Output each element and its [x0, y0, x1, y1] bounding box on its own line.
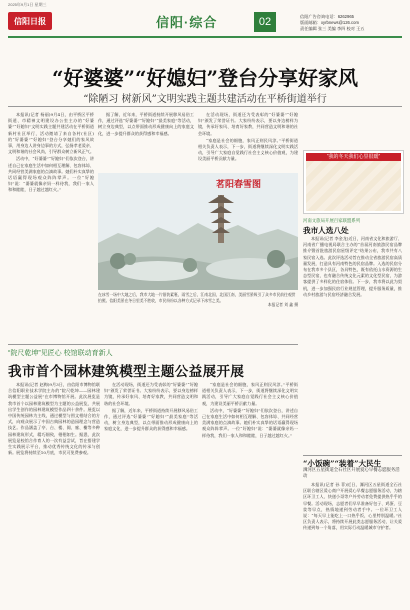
article-column-3 [198, 112, 298, 170]
photo-caption: 在冰雪一场中大地之后，我市大地一片银装素裹，雨雪之后，江南北国，北国江南，美丽雪景吸引了众多市民前往观赏拍照。信阳美景在冬日里美不胜收，市民纷纷以各种方式记录下冰雪之美。 [98, 292, 296, 303]
article-column-2 [98, 112, 194, 170]
section-title: 信阳·综合 [156, 15, 218, 30]
contact-info [300, 14, 410, 32]
contact-ad-phone: 信阳广告咨询电话：6262965 [300, 14, 354, 19]
divider [8, 344, 298, 345]
page-headline: “好婆婆”“好媳妇”登台分享好家风 [51, 66, 358, 90]
article-paragraph: 在活动现场，街道还为受表彰的“好婆婆”“好媳妇”颁发了荣誉证书。大家纷纷表示，要以身边榜样为镜，传承好家风、培育好家教，共同营造文明和谐的社会环境。 [198, 112, 298, 136]
section2-paragraph: 在活动现场，街道还为受表彰的“好婆婆”“好媳妇”颁发了荣誉证书。大家纷纷表示，要以身边榜样为镜，传承好家风、培育好家教，共同营造文明和谐的社会环境。 [104, 382, 198, 406]
section2-kicker: “院尺乾坤”见匠心 校馆联动育新人 [8, 350, 113, 357]
masthead-date-line [8, 1, 402, 10]
divider [8, 106, 402, 107]
photo-title: 茗阳春雪图 [216, 180, 262, 190]
sidebar-banner-image [306, 161, 401, 211]
date-line: 2025年9月1日 星期三 [8, 2, 47, 7]
sidebar-headline-2: “小饭碗”“装着”大民生 [303, 459, 382, 468]
section2-paragraph: 据了解，近年来，平桥街道持续开展移风易俗工作，通过评选“好婆婆”“好媳妇”“最美家庭”等活动，树立身边典型，以点带面推动形成健康向上的家庭文化，进一步提升群众的获得感和幸福感。 [104, 407, 198, 432]
snow-scene-photo [98, 173, 298, 290]
article-column-1 [8, 112, 94, 344]
section2-paragraph: 本报讯(记者 赵梅)9月3日，由信阳市博物馆联合信阳职业技术学院主办的“院尺乾坤——园林建筑模型主题公益展”在市博物馆开展。此次展览是我市首个以园林建筑模型为主题的公益展览，共展出学生创作的园林建筑模型作品四十余件。展览以中国传统园林为主线，通过模型与图文相结合的方式，向观众展示了中国古典园林的造园理念与营造技艺。作品涵盖了亭、台、楼、阁、廊、榭等多种园林建筑形式，精巧细致，栩栩如生。据悉，此次展览是校馆合作育人的一次有益尝试，旨在搭建学生实践展示平台，推动优秀传统文化的传承与创新。展览将持续至10月底，市民可免费参观。 [8, 382, 100, 456]
sidebar-subheadline-2: 浉河区五星街道全石社区开展爱心早餐志愿服务活动 [303, 468, 400, 479]
section2-paragraph: “家庭是社会的细胞，家风正则民风淳。”平桥街道相关负责人表示，下一步，街道将继续深化文明实践活动，引导广大家庭自觉践行社会主义核心价值观，为建设美丽平桥贡献力量。 [202, 382, 298, 406]
section2-paragraph: 活动中，“好婆婆”“好媳妇”们依次登台，讲述自己在家庭生活中如何相互理解、包容体谅、共同经营美满家庭的点滴故事。她们朴实真挚的话语赢得现场观众阵阵掌声。一位“好媳妇”说：“婆婆就像亲妈一样待我，我们一家人和和睦睦，日子越过越红火。” [202, 407, 298, 438]
sidebar-headline: 我市人选八处 [303, 226, 349, 235]
page-number: 02 [254, 12, 276, 32]
divider [303, 455, 402, 456]
article-paragraph: “家庭是社会的细胞，家风正则民风淳。”平桥街道相关负责人表示，下一步，街道将继续深化文明实践活动，引导广大家庭自觉践行社会主义核心价值观，为建设美丽平桥贡献力量。 [198, 137, 298, 162]
sidebar-banner-box [303, 150, 404, 214]
contact-email: 版面邮箱：xyrbnews@126.com [300, 20, 359, 25]
section2-column-1 [8, 382, 100, 606]
contact-editors: 责任编辑 张三 美编 李四 校对 王五 [300, 26, 365, 31]
snow-scene-illustration [98, 173, 298, 290]
newspaper-logo: 信阳日报 [8, 12, 52, 30]
sidebar-article [303, 236, 402, 454]
article-paragraph: 活动中，“好婆婆”“好媳妇”们依次登台，讲述自己在家庭生活中如何相互理解、包容体谅、共同经营美满家庭的点滴故事。她们朴实真挚的话语赢得现场观众阵阵掌声。一位“好媳妇”说：“婆婆就像亲妈一样待我，我们一家人和和睦睦，日子越过越红火。” [8, 156, 94, 193]
sidebar-paragraph: 本报讯(记者 孙 菲)近日，浉河区五星街道全石社区联合辖区爱心商户开展爱心早餐志愿服务活动，为辖区环卫工人、快递小哥等户外劳动者免费提供热乎乎的早餐。活动现场，志愿者们早早准备好包子、鸡蛋、豆浆等早点，热情地递到劳动者手中。一位环卫工人说：“每天早上能吃上一口热乎饭，心里特别温暖。”社区负责人表示，将持续开展此类志愿服务活动，让关爱传递到每一个角落，用实际行动温暖城市守护者。 [303, 482, 402, 531]
section2-headline: 我市首个园林建筑模型主题公益展开展 [8, 364, 245, 380]
masthead [8, 10, 402, 38]
photo-credit: 本报记者 刘 鑫 摄 [267, 302, 298, 307]
sidebar-banner-title: “我的冬天我们心里很暖” [306, 153, 401, 161]
sidebar-article-2 [303, 482, 402, 606]
article-paragraph: 本报讯(记者 杨丽)9月4日，由平桥区平桥街道、市精神文明建设办公室主办的“好婆婆”“好媳妇”文明实践主题共建活动在平桥街道新村社区举行，活动邀请了来自各村(社区)的“好婆婆”“好媳妇”登台分享她们的家风故事，用身边人讲身边事的方式，弘扬孝老爱亲、文明和谐的社会风尚，引导群众树立新风正气。 [8, 112, 94, 155]
sidebar-paragraph: 本报讯(记者 李金龙)近日，河南省文化和旅游厅、河南省广播电视局联合主办的“首届河南旅游民宿品牌推介暨首批旅游民宿星级评定”结果公布，我市共有八家民宿入选。此次评选活动旨在推动全省旅游民宿高质量发展，打造具有河南特色的民宿品牌。入选的民宿分布在我市多个县区，各具特色，既有依托山水资源的生态型民宿，也有融合传统文化元素的文化型民宿，为游客提供了多样化的住宿体验。下一步，我市将以此为契机，进一步加强民宿行业规范管理，提升服务质量，推动乡村旅游与民宿经济融合发展。 [303, 236, 402, 297]
article-paragraph: 据了解，近年来，平桥街道持续开展移风易俗工作，通过评选“好婆婆”“好媳妇”“最美家庭”等活动，树立身边典型，以点带面推动形成健康向上的家庭文化，进一步提升群众的获得感和幸福感。 [98, 112, 194, 136]
section2-column-3 [202, 382, 298, 606]
page-subheadline: “除陋习 树新风”文明实践主题共建活动在平桥街道举行 [83, 94, 327, 105]
section2-column-2 [104, 382, 198, 606]
sidebar-kicker: 河南文旅局开展百家联盟系列 [303, 218, 361, 223]
